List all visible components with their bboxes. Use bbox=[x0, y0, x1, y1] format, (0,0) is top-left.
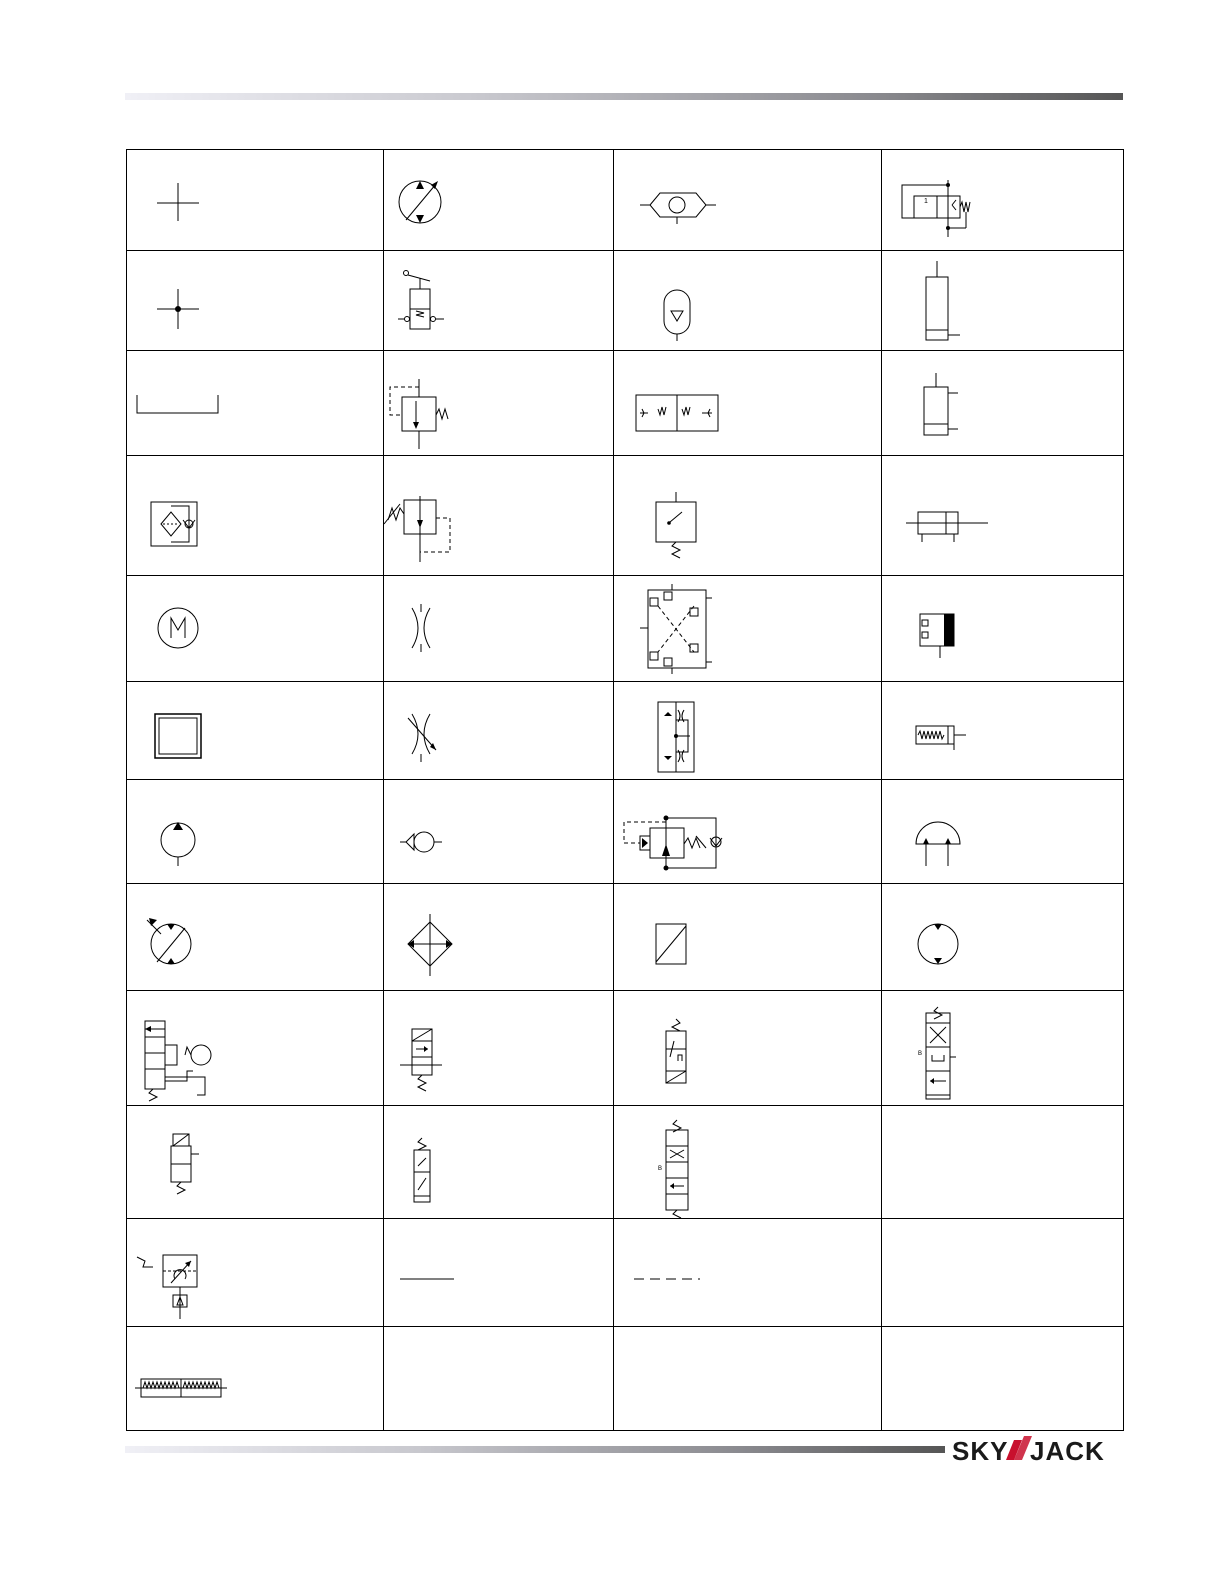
table-row bbox=[127, 990, 1124, 1105]
working-line-icon bbox=[384, 1219, 614, 1327]
symbol-cell bbox=[384, 576, 614, 682]
variable-displacement-motor-icon bbox=[127, 884, 384, 991]
dual-counterbalance-valve-icon bbox=[614, 351, 882, 456]
symbol-cell bbox=[127, 1326, 384, 1430]
symbol-cell bbox=[127, 883, 384, 990]
symbol-cell bbox=[384, 682, 614, 780]
svg-text:1: 1 bbox=[924, 198, 928, 205]
symbol-cell bbox=[384, 150, 614, 251]
table-row bbox=[127, 883, 1124, 990]
table-row bbox=[127, 1105, 1124, 1218]
shuttle-valve-icon bbox=[614, 150, 882, 251]
symbol-table bbox=[126, 149, 1124, 1431]
symbol-cell bbox=[614, 351, 882, 456]
symbol-cell bbox=[882, 883, 1124, 990]
symbol-cell bbox=[614, 150, 882, 251]
symbol-cell bbox=[127, 682, 384, 780]
table-row bbox=[127, 351, 1124, 456]
skyjack-logo bbox=[948, 1432, 1123, 1468]
symbol-cell bbox=[384, 990, 614, 1105]
symbol-cell bbox=[614, 883, 882, 990]
brake-cylinder-icon bbox=[882, 576, 1124, 682]
symbol-cell bbox=[614, 1105, 882, 1218]
symbol-cell bbox=[614, 456, 882, 576]
pressure-reducing-valve-icon bbox=[882, 150, 1124, 251]
symbol-cell bbox=[384, 456, 614, 576]
svg-text:JACK: JACK bbox=[1030, 1436, 1105, 1466]
symbol-cell bbox=[882, 682, 1124, 780]
three-position-directional-valve-icon bbox=[882, 991, 1124, 1106]
fixed-orifice-icon bbox=[384, 576, 614, 682]
cooler-icon bbox=[384, 884, 614, 991]
reservoir-icon bbox=[127, 351, 384, 456]
counterbalance-valve-icon bbox=[614, 780, 882, 883]
pressure-compensator-icon bbox=[127, 1219, 384, 1327]
single-acting-cylinder-icon bbox=[882, 251, 1124, 351]
symbol-cell bbox=[614, 1218, 882, 1326]
gauge-icon bbox=[882, 780, 1124, 883]
two-way-solenoid-valve-icon bbox=[614, 991, 882, 1106]
spring-applied-brake-icon bbox=[882, 682, 1124, 780]
symbol-cell bbox=[882, 456, 1124, 576]
symbol-cell bbox=[614, 682, 882, 780]
symbol-cell bbox=[127, 150, 384, 251]
symbol-cell bbox=[882, 780, 1124, 883]
header-rule bbox=[125, 93, 1123, 100]
symbol-cell bbox=[384, 780, 614, 883]
symbol-cell bbox=[127, 1105, 384, 1218]
accumulator-icon bbox=[614, 251, 882, 351]
solenoid-poppet-valve-icon bbox=[127, 1106, 384, 1219]
variable-displacement-pump-icon bbox=[384, 150, 614, 251]
double-rod-cylinder-icon bbox=[882, 456, 1124, 576]
symbol-cell bbox=[882, 576, 1124, 682]
footer-rule bbox=[125, 1446, 945, 1453]
symbol-cell bbox=[384, 251, 614, 351]
lines-joining-icon bbox=[127, 251, 384, 351]
symbol-cell bbox=[614, 251, 882, 351]
symbol-cell bbox=[614, 576, 882, 682]
filter-with-bypass-icon bbox=[127, 456, 384, 576]
table-row bbox=[127, 456, 1124, 576]
symbol-cell bbox=[127, 351, 384, 456]
heat-exchanger-icon bbox=[127, 682, 384, 780]
pilot-operated-check-valves-icon bbox=[614, 682, 882, 780]
pressure-switch-icon bbox=[614, 456, 882, 576]
symbol-cell bbox=[882, 990, 1124, 1105]
two-position-solenoid-valve-icon bbox=[384, 991, 614, 1106]
brake-valve-assembly-icon bbox=[127, 991, 384, 1106]
manual-shutoff-valve-icon bbox=[384, 251, 614, 351]
symbol-cell bbox=[384, 1218, 614, 1326]
symbol-cell bbox=[882, 251, 1124, 351]
symbol-cell bbox=[614, 780, 882, 883]
symbol-cell bbox=[882, 351, 1124, 456]
symbol-cell bbox=[127, 251, 384, 351]
symbol-cell bbox=[127, 576, 384, 682]
electric-motor-icon bbox=[127, 576, 384, 682]
table-row bbox=[127, 1218, 1124, 1326]
empty-cell bbox=[882, 1218, 1124, 1326]
symbol-cell bbox=[384, 1105, 614, 1218]
symbol-cell bbox=[614, 990, 882, 1105]
table-row bbox=[127, 150, 1124, 251]
table-row bbox=[127, 780, 1124, 883]
table-row bbox=[127, 251, 1124, 351]
svg-text:B: B bbox=[918, 1050, 923, 1057]
symbol-cell bbox=[882, 150, 1124, 251]
empty-cell bbox=[614, 1326, 882, 1430]
four-way-three-position-valve-icon bbox=[614, 1106, 882, 1219]
pilot-line-icon bbox=[614, 1219, 882, 1327]
solenoid-icon bbox=[614, 884, 882, 991]
bidirectional-motor-icon bbox=[882, 884, 1124, 991]
flow-divider-combiner-icon bbox=[614, 576, 882, 682]
table-row bbox=[127, 1326, 1124, 1430]
two-position-four-way-valve-icon bbox=[384, 1106, 614, 1219]
symbol-cell bbox=[127, 990, 384, 1105]
symbol-cell bbox=[127, 1218, 384, 1326]
symbol-cell bbox=[127, 780, 384, 883]
empty-cell bbox=[882, 1105, 1124, 1218]
pressure-relief-valve-icon bbox=[384, 351, 614, 456]
variable-orifice-icon bbox=[384, 682, 614, 780]
empty-cell bbox=[384, 1326, 614, 1430]
check-valve-icon bbox=[384, 780, 614, 883]
symbol-cell bbox=[384, 883, 614, 990]
symbol-cell bbox=[384, 351, 614, 456]
table-row bbox=[127, 576, 1124, 682]
svg-text:SKY: SKY bbox=[952, 1436, 1009, 1466]
adjustable-relief-valve-icon bbox=[384, 456, 614, 576]
fixed-displacement-pump-icon bbox=[127, 780, 384, 883]
symbol-cell bbox=[127, 456, 384, 576]
table-row bbox=[127, 682, 1124, 780]
lines-crossing-icon bbox=[127, 150, 384, 251]
svg-text:B: B bbox=[658, 1165, 663, 1172]
empty-cell bbox=[882, 1326, 1124, 1430]
manifold-block-icon bbox=[127, 1327, 384, 1431]
double-acting-cylinder-icon bbox=[882, 351, 1124, 456]
